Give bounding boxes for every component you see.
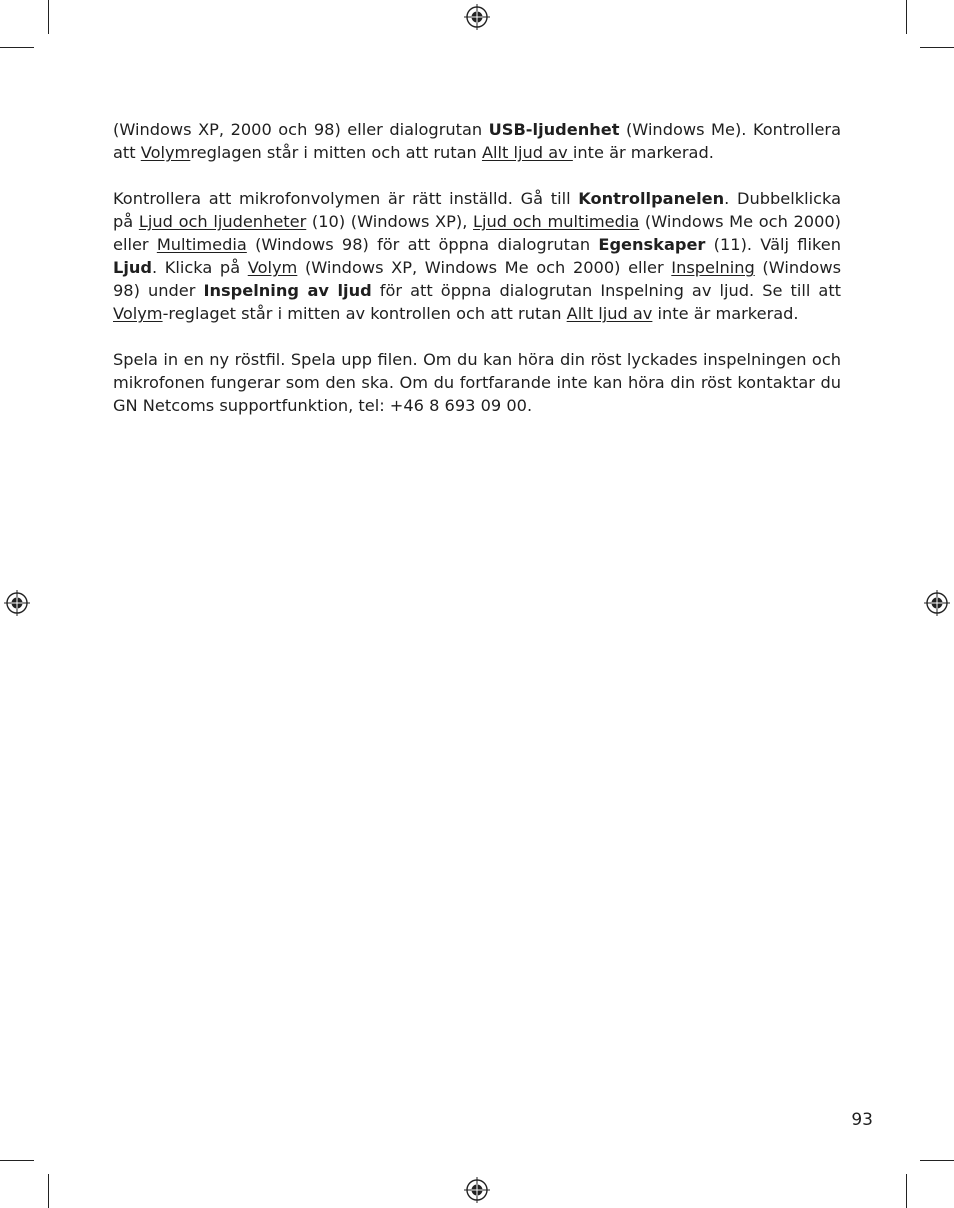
bold-term: Kontrollpanelen — [578, 189, 725, 208]
paragraph — [113, 348, 841, 417]
crop-mark-icon — [0, 1160, 34, 1161]
text-run: inte är markerad. — [572, 143, 714, 162]
registration-mark-icon — [924, 590, 950, 616]
text-run: (Windows Me). Kontrollera att — [113, 120, 841, 162]
text-run: Spela in en ny röstfil. Spela upp filen. Om du kan höra din röst lyckades inspelningen och mikrofonen fungerar som den ska. Om du fortfarande inte kan höra din röst kontaktar du GN Netcoms supportfunktion, tel: +46 8 693 09 00. — [113, 350, 841, 415]
body-text — [113, 118, 841, 440]
text-run: (Windows XP, 2000 och 98) eller dialogrutan — [113, 120, 489, 139]
text-run: reglagen står i mitten och att rutan — [190, 143, 482, 162]
bold-term: Inspelning av ljud — [203, 281, 372, 300]
text-run: . Dubbelklicka på — [113, 189, 841, 231]
text-run: -reglaget står i mitten av kontrollen och att rutan — [162, 304, 567, 323]
crop-mark-icon — [0, 47, 34, 48]
crop-mark-icon — [48, 0, 49, 34]
bold-term: USB-ljudenhet — [488, 120, 620, 139]
crop-mark-icon — [906, 0, 907, 34]
crop-mark-icon — [48, 1174, 49, 1208]
text-run: (Windows 98) under — [113, 258, 842, 300]
registration-mark-icon — [4, 590, 30, 616]
text-run: Kontrollera att mikrofonvolymen är rätt inställd. Gå till — [113, 189, 579, 208]
text-run: (Windows Me och 2000) eller — [113, 212, 841, 254]
paragraph — [113, 118, 841, 164]
underlined-term: Allt ljud av — [481, 143, 573, 162]
underlined-term: Volym — [247, 258, 298, 277]
text-run: inte är markerad. — [652, 304, 799, 323]
text-run: (11). Välj fliken — [705, 235, 841, 254]
underlined-term: Ljud och multimedia — [473, 212, 640, 231]
registration-mark-icon — [464, 4, 490, 30]
crop-mark-icon — [920, 1160, 954, 1161]
bold-term: Ljud — [113, 258, 152, 277]
paragraph — [113, 187, 841, 325]
underlined-term: Ljud och ljudenheter — [138, 212, 307, 231]
page-number: 93 — [851, 1110, 873, 1130]
crop-mark-icon — [906, 1174, 907, 1208]
registration-mark-icon — [464, 1177, 490, 1203]
underlined-term: Volym — [140, 143, 191, 162]
underlined-term: Inspelning — [671, 258, 755, 277]
underlined-term: Volym — [113, 304, 163, 323]
text-run: . Klicka på — [151, 258, 248, 277]
text-run: (10) (Windows XP), — [306, 212, 474, 231]
bold-term: Egenskaper — [598, 235, 706, 254]
crop-mark-icon — [920, 47, 954, 48]
text-run: för att öppna dialogrutan Inspelning av ljud. Se till att — [371, 281, 842, 300]
underlined-term: Allt ljud av — [566, 304, 653, 323]
underlined-term: Multimedia — [156, 235, 247, 254]
text-run: (Windows XP, Windows Me och 2000) eller — [297, 258, 672, 277]
text-run: (Windows 98) för att öppna dialogrutan — [246, 235, 599, 254]
